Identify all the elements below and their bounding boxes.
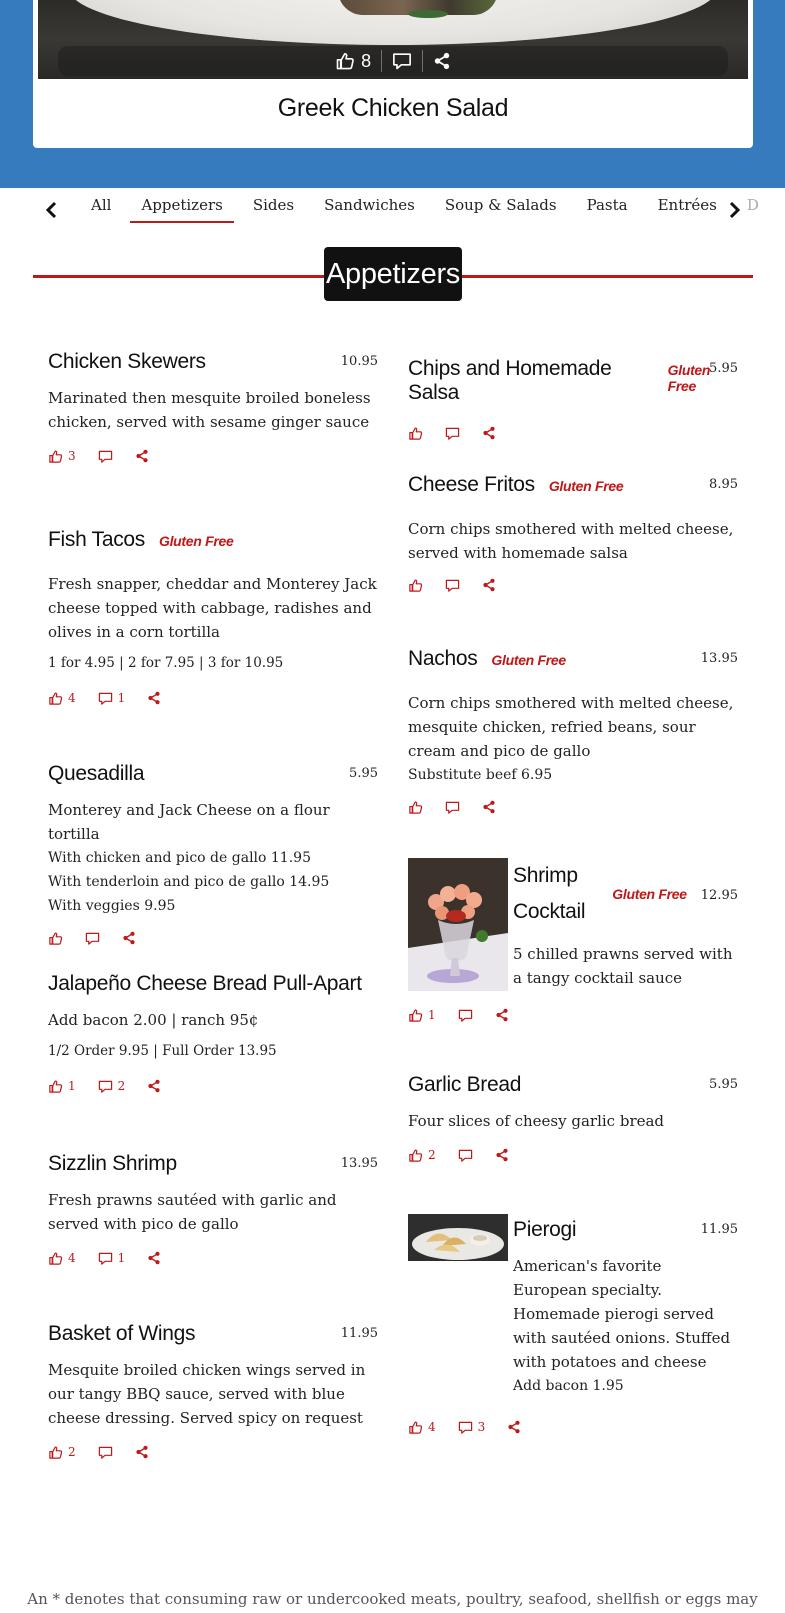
comment-button[interactable] xyxy=(445,426,460,441)
thumbs-up-icon xyxy=(408,1420,423,1435)
menu-item-cheese-fritos[interactable] xyxy=(408,473,738,595)
item-description: Monterey and Jack Cheese on a flour tortilla xyxy=(48,801,330,843)
comment-icon xyxy=(445,426,460,441)
comment-icon xyxy=(98,1079,113,1094)
gluten-free-badge: Gluten Free xyxy=(159,533,234,549)
pierogi-photo[interactable] xyxy=(408,1214,508,1261)
share-button[interactable] xyxy=(147,1079,161,1093)
comment-button[interactable] xyxy=(85,931,100,946)
item-option: Add bacon 1.95 xyxy=(513,1378,624,1394)
tab-soup-salads[interactable]: Soup & Salads xyxy=(444,196,557,214)
gluten-free-badge: Gluten Free xyxy=(612,885,687,902)
chevron-right-icon xyxy=(727,201,741,219)
featured-item-card[interactable] xyxy=(33,0,753,148)
item-price: 12.95 xyxy=(700,887,738,903)
item-name-line2: Cocktail xyxy=(513,900,586,923)
share-icon xyxy=(135,449,149,463)
share-icon xyxy=(482,426,496,440)
item-description: Corn chips smothered with melted cheese, mesquite chicken, refried beans, sour cream and pico de gallo xyxy=(408,694,734,760)
menu-item-chips-salsa[interactable] xyxy=(408,357,738,443)
menu-item-pierogi[interactable] xyxy=(513,1218,738,1398)
menu-item-quesadilla[interactable] xyxy=(48,762,378,948)
featured-like-button[interactable] xyxy=(325,51,381,72)
like-button[interactable] xyxy=(48,449,76,464)
item-name: Nachos xyxy=(408,647,478,670)
item-price: 11.95 xyxy=(340,1326,378,1341)
item-price: 11.95 xyxy=(700,1222,738,1237)
comment-button[interactable] xyxy=(445,800,460,815)
share-button[interactable] xyxy=(495,1008,509,1022)
menu-item-fish-tacos[interactable] xyxy=(48,528,378,708)
thumbs-up-icon xyxy=(408,578,423,593)
item-price: 13.95 xyxy=(340,1156,378,1171)
comment-count: 1 xyxy=(117,1251,126,1265)
item-price: 13.95 xyxy=(700,651,738,666)
item-description: Marinated then mesquite broiled boneless chicken, served with sesame ginger sauce xyxy=(48,389,371,431)
menu-item-jalapeno-cheese-bread[interactable] xyxy=(48,972,378,1096)
comment-button[interactable] xyxy=(98,1079,126,1094)
comment-icon xyxy=(458,1148,473,1163)
comment-count: 1 xyxy=(117,691,126,705)
comment-icon xyxy=(445,578,460,593)
item-description: American's favorite European specialty. Homemade pierogi served with sautéed onions. Stuffed with potatoes and cheese xyxy=(513,1257,731,1371)
item-name: Garlic Bread xyxy=(408,1073,522,1096)
item-actions xyxy=(48,1248,378,1268)
gluten-free-badge: Gluten Free xyxy=(667,362,711,394)
comment-icon xyxy=(458,1420,473,1435)
like-button[interactable] xyxy=(48,1445,76,1460)
item-pricing-options: 1 for 4.95 | 2 for 7.95 | 3 for 10.95 xyxy=(48,655,284,671)
like-count: 1 xyxy=(68,1079,76,1093)
item-price: 5.95 xyxy=(709,1077,738,1092)
item-actions xyxy=(408,1145,738,1165)
item-actions xyxy=(408,423,738,443)
comment-button[interactable] xyxy=(98,1251,126,1266)
share-button[interactable] xyxy=(482,426,496,440)
thumbs-up-icon xyxy=(48,1251,63,1266)
share-button[interactable] xyxy=(147,691,161,705)
tab-sandwiches[interactable]: Sandwiches xyxy=(324,196,415,214)
comment-button[interactable] xyxy=(458,1420,486,1435)
featured-like-count: 8 xyxy=(361,50,371,71)
menu-item-basket-of-wings[interactable] xyxy=(48,1322,378,1462)
tabs-scroll-right-button[interactable] xyxy=(722,198,746,222)
like-button[interactable] xyxy=(408,1420,436,1435)
like-button[interactable] xyxy=(408,578,423,593)
item-actions xyxy=(48,1076,378,1096)
category-tabs xyxy=(0,188,785,232)
comment-button[interactable] xyxy=(98,691,126,706)
item-description: Corn chips smothered with melted cheese, served with homemade salsa xyxy=(408,520,734,562)
item-actions xyxy=(408,575,738,595)
share-button[interactable] xyxy=(495,1148,509,1162)
like-button[interactable] xyxy=(48,1251,76,1266)
tab-all[interactable]: All xyxy=(91,196,112,214)
comment-icon xyxy=(98,1251,113,1266)
share-icon xyxy=(147,691,161,705)
comment-icon xyxy=(85,931,100,946)
like-button[interactable] xyxy=(408,1008,436,1023)
like-count: 1 xyxy=(428,1008,436,1022)
like-button[interactable] xyxy=(48,931,63,946)
like-button[interactable] xyxy=(408,1148,436,1163)
comment-icon xyxy=(445,800,460,815)
shrimp-cocktail-actions xyxy=(408,1005,531,1025)
share-button[interactable] xyxy=(135,449,149,463)
menu-item-chicken-skewers[interactable] xyxy=(48,350,378,466)
item-name: Quesadilla xyxy=(48,762,145,785)
comment-icon xyxy=(98,449,113,464)
share-icon xyxy=(495,1008,509,1022)
thumbs-up-icon xyxy=(48,1079,63,1094)
comment-button[interactable] xyxy=(98,1445,113,1460)
tabs-scroll-left-button[interactable] xyxy=(40,198,64,222)
thumbs-up-icon xyxy=(408,800,423,815)
like-count: 4 xyxy=(428,1420,436,1434)
tab-entrees[interactable]: Entrées xyxy=(657,196,717,214)
featured-item-title: Greek Chicken Salad xyxy=(277,94,509,122)
thumbs-up-icon xyxy=(408,426,423,441)
comment-button[interactable] xyxy=(458,1148,473,1163)
share-icon xyxy=(433,52,451,70)
item-name: Chicken Skewers xyxy=(48,350,206,373)
share-icon xyxy=(147,1251,161,1265)
like-count: 3 xyxy=(68,449,76,463)
gluten-free-badge: Gluten Free xyxy=(491,652,566,668)
tab-list xyxy=(76,188,759,232)
menu-item-shrimp-cocktail[interactable] xyxy=(513,858,738,990)
share-icon xyxy=(122,931,136,945)
section-title: Appetizers xyxy=(324,247,462,301)
pierogi-image xyxy=(408,1214,508,1261)
thumbs-up-icon xyxy=(48,1445,63,1460)
share-button[interactable] xyxy=(135,1445,149,1459)
item-price: 5.95 xyxy=(349,766,378,781)
like-button[interactable] xyxy=(408,800,423,815)
thumbs-up-icon xyxy=(335,51,355,71)
share-button[interactable] xyxy=(147,1251,161,1265)
like-count: 2 xyxy=(428,1148,436,1162)
share-icon xyxy=(482,800,496,814)
shrimp-cocktail-photo[interactable] xyxy=(408,858,508,991)
shrimp-cocktail-image xyxy=(408,858,508,991)
raw-food-disclaimer: An * denotes that consuming raw or undercooked meats, poultry, seafood, shellfish or eggs may xyxy=(27,1590,758,1608)
item-description: Four slices of cheesy garlic bread xyxy=(408,1112,665,1130)
thumbs-up-icon xyxy=(48,449,63,464)
share-icon xyxy=(482,578,496,592)
item-name: Basket of Wings xyxy=(48,1322,196,1345)
featured-share-button[interactable] xyxy=(423,52,461,70)
comment-icon xyxy=(98,1445,113,1460)
thumbs-up-icon xyxy=(408,1148,423,1163)
menu-item-nachos[interactable] xyxy=(408,647,738,817)
like-button[interactable] xyxy=(48,1079,76,1094)
item-option: With chicken and pico de gallo 11.95 xyxy=(48,850,311,866)
comment-icon xyxy=(458,1008,473,1023)
chevron-left-icon xyxy=(45,201,59,219)
item-actions xyxy=(48,688,378,708)
item-name: Cheese Fritos xyxy=(408,473,535,496)
like-count: 4 xyxy=(68,1251,76,1265)
item-price: 10.95 xyxy=(340,354,378,369)
featured-comment-button[interactable] xyxy=(382,51,422,71)
item-option: With veggies 9.95 xyxy=(48,898,176,914)
item-actions xyxy=(48,928,378,948)
item-name: Chips and Homemade Salsa xyxy=(408,357,612,404)
item-description: Fresh prawns sautéed with garlic and served with pico de gallo xyxy=(48,1191,337,1233)
item-name: Jalapeño Cheese Bread Pull-Apart xyxy=(48,972,362,995)
featured-item-photo[interactable] xyxy=(38,0,748,79)
menu-item-sizzlin-shrimp[interactable] xyxy=(48,1152,378,1268)
comment-count: 3 xyxy=(477,1420,486,1434)
share-icon xyxy=(507,1420,521,1434)
share-icon xyxy=(147,1079,161,1093)
item-name: Pierogi xyxy=(513,1218,577,1241)
tab-sides[interactable]: Sides xyxy=(252,196,295,214)
item-price: 5.95 xyxy=(709,361,738,376)
like-count: 4 xyxy=(68,691,76,705)
thumbs-up-icon xyxy=(408,1008,423,1023)
comment-button[interactable] xyxy=(98,449,113,464)
item-description: Mesquite broiled chicken wings served in our tangy BBQ sauce, served with blue cheese dressing. Served spicy on request xyxy=(48,1361,366,1427)
comment-button[interactable] xyxy=(445,578,460,593)
thumbs-up-icon xyxy=(48,691,63,706)
item-description: Fresh snapper, cheddar and Monterey Jack cheese topped with cabbage, radishes and olives in a corn tortilla xyxy=(48,575,377,641)
share-button[interactable] xyxy=(507,1420,521,1434)
item-name-line1: Shrimp xyxy=(513,864,578,887)
share-icon xyxy=(135,1445,149,1459)
item-actions xyxy=(408,797,738,817)
item-price: 8.95 xyxy=(709,477,738,492)
comment-icon xyxy=(392,51,412,71)
gluten-free-badge: Gluten Free xyxy=(548,478,624,494)
pierogi-actions xyxy=(408,1417,543,1437)
item-option: With tenderloin and pico de gallo 14.95 xyxy=(48,874,330,890)
share-button[interactable] xyxy=(482,800,496,814)
tab-desserts[interactable]: D xyxy=(746,196,759,214)
item-name: Fish Tacos xyxy=(48,528,145,551)
item-description: 5 chilled prawns served with a tangy cocktail sauce xyxy=(513,945,733,987)
tab-pasta[interactable]: Pasta xyxy=(586,196,628,214)
item-option: Substitute beef 6.95 xyxy=(408,767,553,783)
like-button[interactable] xyxy=(408,426,423,441)
share-button[interactable] xyxy=(482,578,496,592)
share-button[interactable] xyxy=(122,931,136,945)
featured-social-bar xyxy=(58,46,728,76)
item-description: Add bacon 2.00 | ranch 95¢ xyxy=(48,1011,259,1029)
comment-icon xyxy=(98,691,113,706)
like-button[interactable] xyxy=(48,691,76,706)
item-pricing-options: 1/2 Order 9.95 | Full Order 13.95 xyxy=(48,1043,277,1059)
comment-button[interactable] xyxy=(458,1008,473,1023)
item-actions xyxy=(48,446,378,466)
share-icon xyxy=(495,1148,509,1162)
thumbs-up-icon xyxy=(48,931,63,946)
like-count: 2 xyxy=(68,1445,76,1459)
tab-appetizers[interactable]: Appetizers xyxy=(130,188,233,223)
item-actions xyxy=(48,1442,378,1462)
comment-count: 2 xyxy=(117,1079,126,1093)
item-name: Sizzlin Shrimp xyxy=(48,1152,177,1175)
menu-item-garlic-bread[interactable] xyxy=(408,1073,738,1165)
